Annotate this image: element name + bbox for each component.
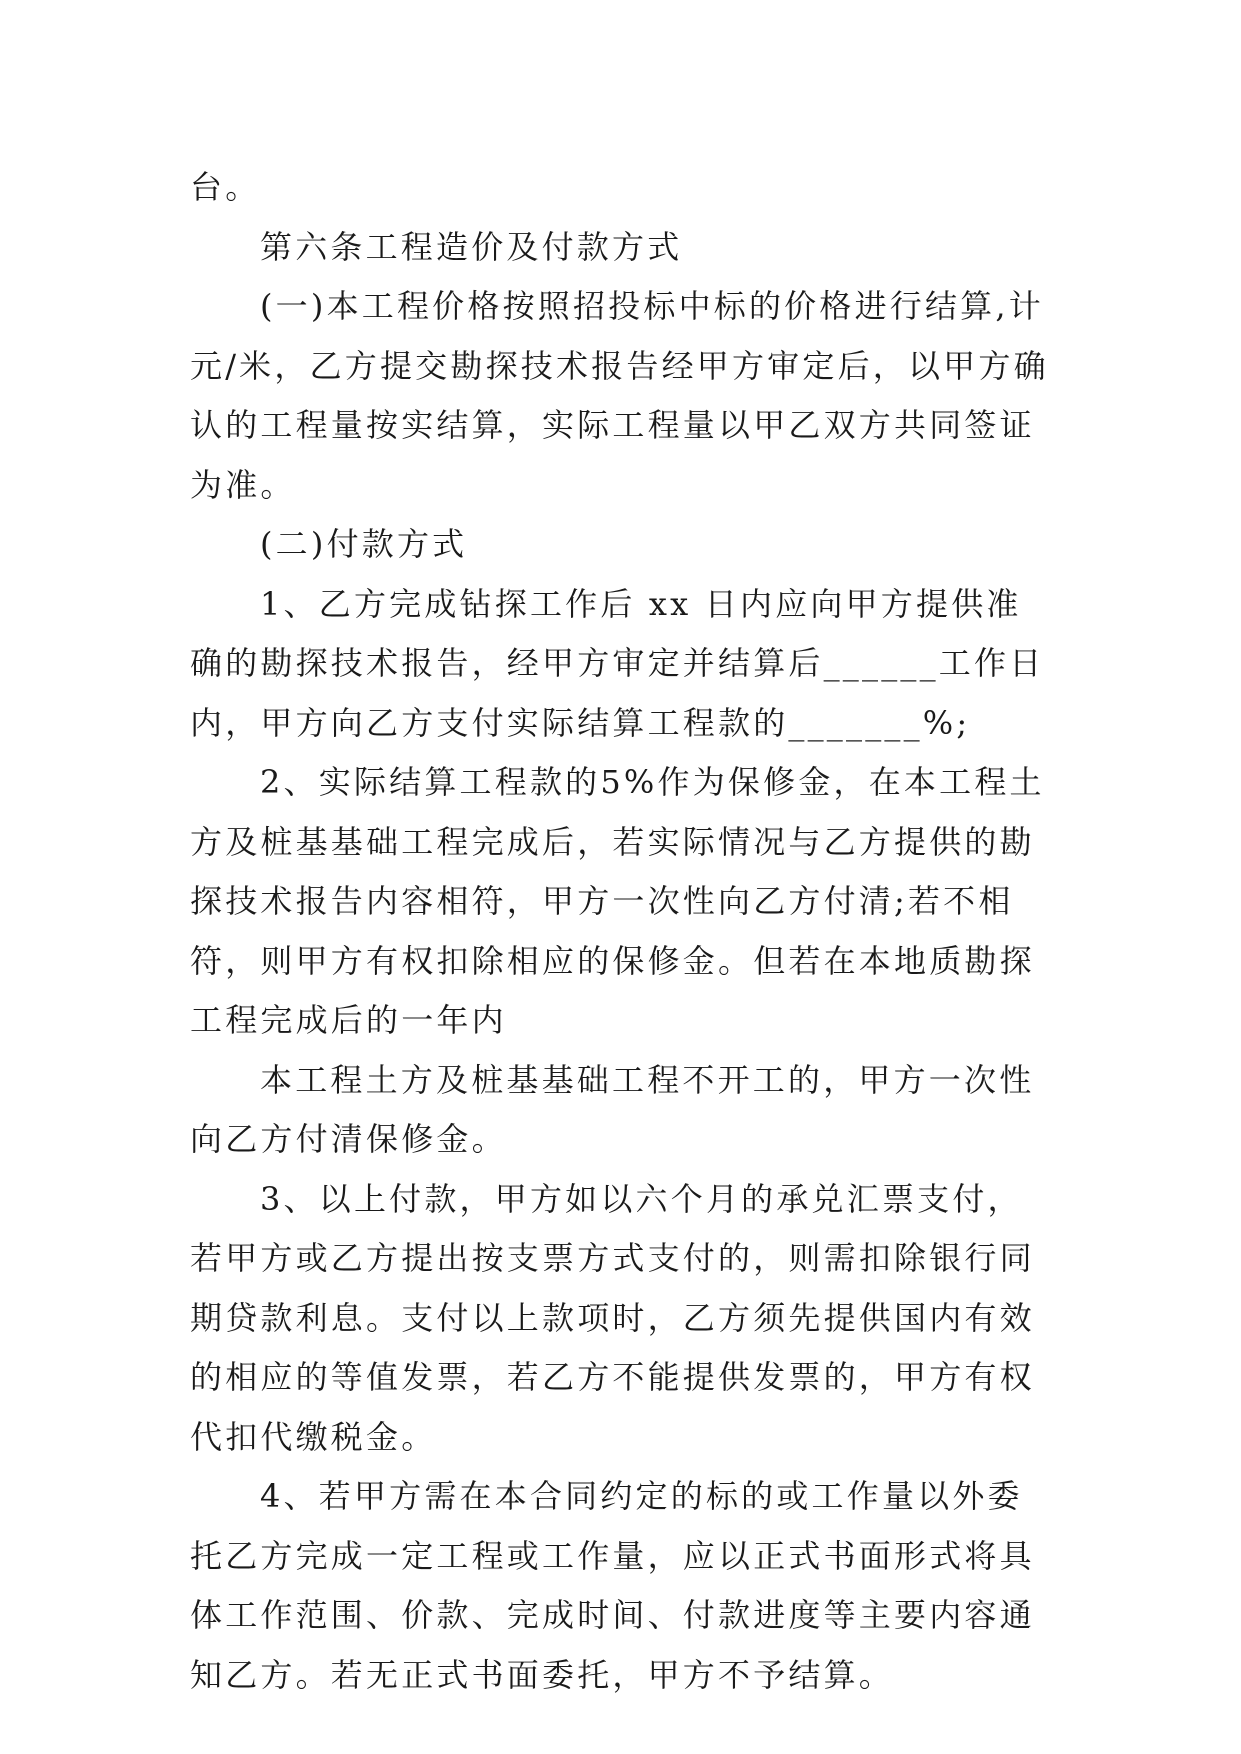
- paragraph-item-3: 3、以上付款，甲方如以六个月的承兑汇票支付，若甲方或乙方提出按支票方式支付的，则需扣除银行同期贷款利息。支付以上款项时，乙方须先提供国内有效的相应的等值发票，若乙方不能提供发票的，甲方有权代扣代缴税金。: [190, 1179, 1035, 1456]
- paragraph-continuation: 台。: [190, 168, 261, 206]
- paragraph-item-1: 1、乙方完成钻探工作后 xx 日内应向甲方提供准确的勘探技术报告，经甲方审定并结算后______工作日内，甲方向乙方支付实际结算工程款的_______%;: [190, 584, 1045, 742]
- paragraph-pricing: (一)本工程价格按照招投标中标的价格进行结算,计元/米，乙方提交勘探技术报告经甲方审定后，以甲方确认的工程量按实结算，实际工程量以甲乙双方共同签证为准。: [190, 287, 1049, 504]
- paragraph-item-2: 2、实际结算工程款的5%作为保修金，在本工程土方及桩基基础工程完成后，若实际情况与乙方提供的勘探技术报告内容相符，甲方一次性向乙方付清;若不相符，则甲方有权扣除相应的保修金。但若在本地质勘探工程完成后的一年内: [190, 763, 1045, 1039]
- document-body: [190, 158, 1050, 1705]
- paragraph-item-2-continued: 本工程土方及桩基基础工程不开工的，甲方一次性向乙方付清保修金。: [190, 1060, 1035, 1158]
- section-heading-article-6: 第六条工程造价及付款方式: [260, 227, 683, 266]
- paragraph-item-4: 4、若甲方需在本合同约定的标的或工作量以外委托乙方完成一定工程或工作量，应以正式书面形式将具体工作范围、价款、完成时间、付款进度等主要内容通知乙方。若无正式书面委托，甲方不予结算。: [190, 1477, 1035, 1694]
- subheading-payment-method: (二)付款方式: [260, 525, 468, 563]
